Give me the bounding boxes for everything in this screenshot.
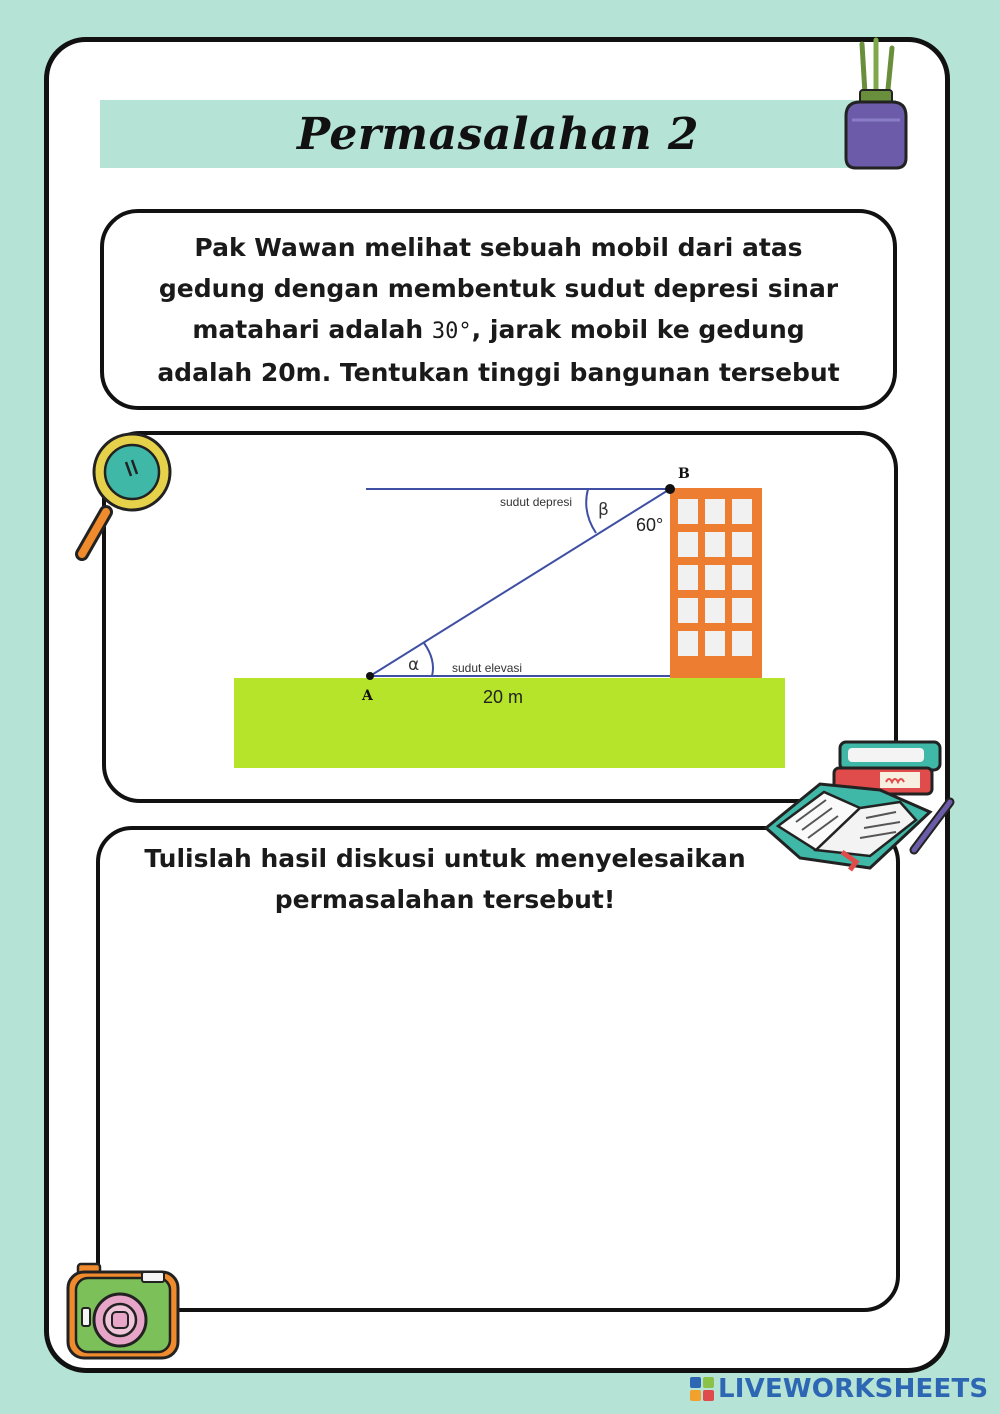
page-title: Permasalahan 2 [296,108,700,160]
answer-prompt-line: Tulislah hasil diskusi untuk menyelesaikan [144,844,746,873]
angle-value: 30° [431,318,472,344]
camera-icon [64,1262,182,1362]
problem-line: gedung dengan membentuk sudut depresi sinar [158,273,839,303]
problem-line: adalah 20m. Tentukan tinggi bangunan tersebut [157,357,840,387]
problem-line: Pak Wawan melihat sebuah mobil dari atas [194,232,803,262]
building-window [705,565,725,590]
alpha-arc [424,643,433,676]
magnifier-icon [68,432,180,566]
building-window [732,598,752,623]
building-window [732,499,752,524]
watermark [690,1372,988,1406]
problem-text-fragment: , jarak mobil ke gedung [471,314,805,344]
answer-prompt-line: permasalahan tersebut! [274,885,616,914]
alpha-label: α [408,655,420,675]
point-a-marker [366,672,374,680]
liveworksheets-logo-icon [690,1377,714,1401]
elevation-label: sudut elevasi [452,661,523,675]
building-window [732,631,752,656]
point-a-label: A [362,688,373,704]
building-window [705,499,725,524]
beta-arc [586,489,596,533]
building-window [678,532,698,557]
building-window [678,565,698,590]
beta-label: β [598,500,609,520]
watermark-text: LIVEWORKSHEETS [718,1374,989,1404]
building-window [678,499,698,524]
depression-label: sudut depresi [500,495,573,509]
building-window [705,631,725,656]
problem-text-fragment: matahari adalah [192,314,432,344]
building-window [732,565,752,590]
building-window [732,532,752,557]
point-b-label: B [678,466,690,482]
answer-prompt [130,838,760,920]
building-window [705,598,725,623]
books-icon [760,738,958,880]
point-b-marker [665,484,675,494]
building-window [678,598,698,623]
building-window [705,532,725,557]
distance-label: 20 m [483,687,524,707]
building-windows [678,499,752,656]
building-window [678,631,698,656]
line-of-sight [370,489,670,676]
angle-at-b-label: 60° [636,515,664,535]
